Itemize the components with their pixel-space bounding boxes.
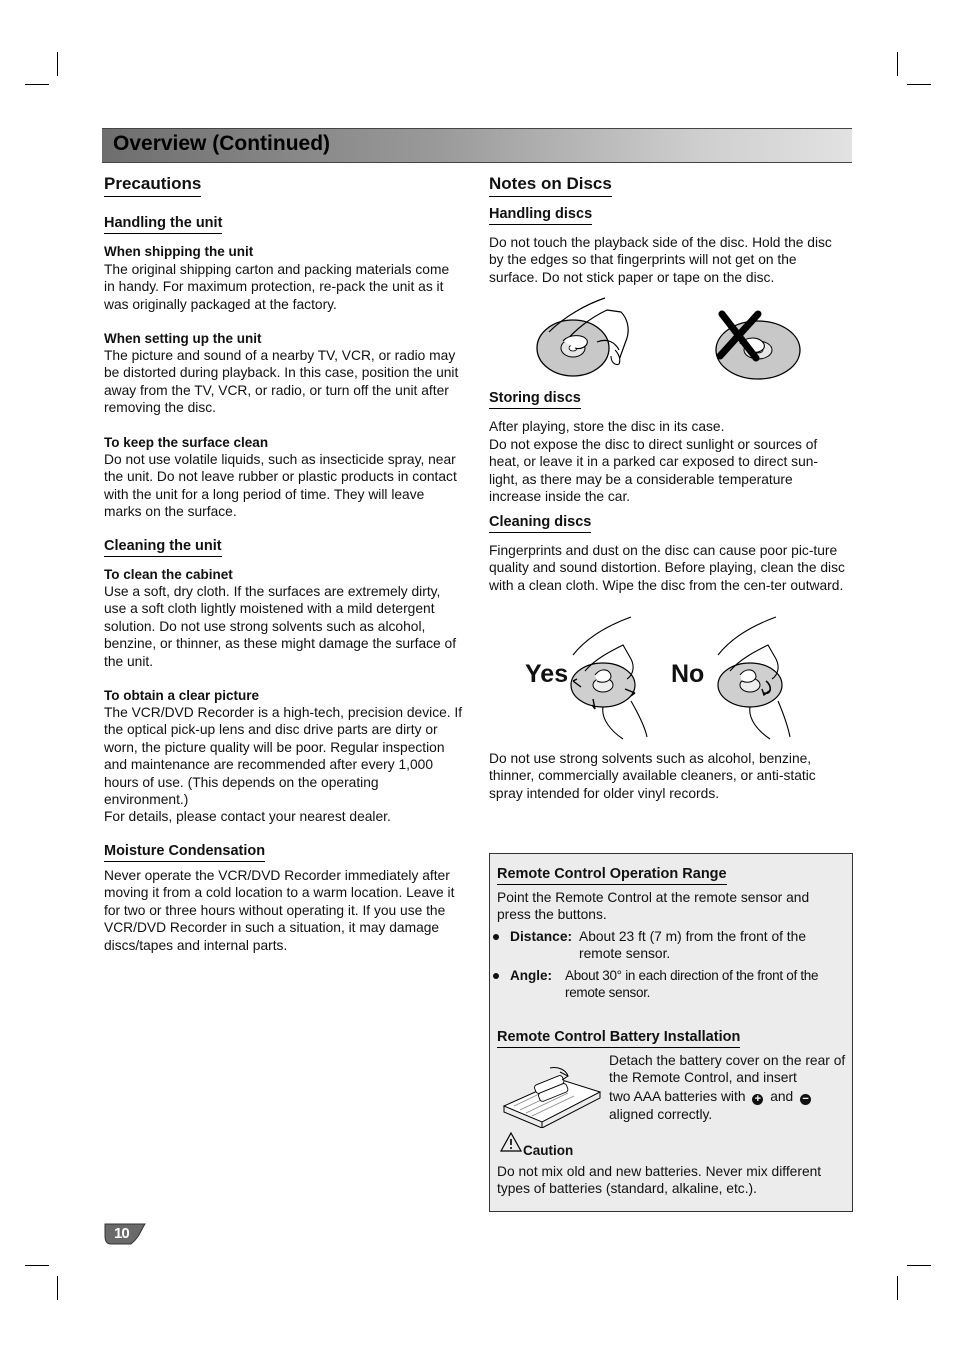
- distance-text: About 23 ft (7 m) from the front of the remote sensor.: [579, 929, 806, 961]
- yes-label: Yes: [525, 660, 569, 688]
- disc-wipe-correct-illustration: [565, 615, 655, 740]
- battery-heading: Remote Control Battery Installation: [497, 1029, 740, 1048]
- cleaning-discs-text: Fingerprints and dust on the disc can cause poor pic-ture quality and sound distortion. Before playing, clean the disc with a clean cloth. Wipe the disc from the cen-ter outward.: [489, 543, 845, 593]
- cabinet-text: Use a soft, dry cloth. If the surfaces are extremely dirty, use a soft cloth lightly moistened with a mild detergent solution. Do not use strong solvents such as alcohol, benzine, or thinner, as these might damage the surface of the unit.: [104, 584, 457, 669]
- range-heading: Remote Control Operation Range: [497, 866, 727, 885]
- battery-text2: [609, 1088, 847, 1105]
- storing-discs-heading: Storing discs: [489, 390, 581, 409]
- plus-icon: +: [752, 1094, 763, 1105]
- handling-discs-text: Do not touch the playback side of the disc. Hold the disc by the edges so that fingerprints will not get on the surface. Do not stick paper or tape on the disc.: [489, 235, 832, 285]
- distance-label: Distance:: [510, 929, 573, 944]
- picture-text: The VCR/DVD Recorder is a high-tech, precision device. If the optical pick-up lens and disc drive parts are dirty or worn, the picture quality will be poor. Regular inspection and maintenance are recommended after every 1,000 hours of use. (This depends on the operating environment.): [104, 705, 463, 808]
- page-title: Overview (Continued): [113, 132, 331, 155]
- crop-mark: [25, 1265, 49, 1266]
- cabinet-subheading: To clean the cabinet: [104, 567, 233, 582]
- setting-text: The picture and sound of a nearby TV, VCR, or radio may be distorted during playback. In this case, position the unit away from the TV, VCR, or radio, or turn off the unit after removing the disc.: [104, 348, 459, 416]
- storing-discs-text2: Do not expose the disc to direct sunlight or sources of heat, or leave it in a parked car exposed to direct sun-light, as there may be a considerable temperature increase inside the car.: [489, 437, 819, 505]
- bullet-icon: [493, 934, 499, 940]
- angle-label: Angle:: [510, 968, 552, 983]
- solvent-warning-text: Do not use strong solvents such as alcohol, benzine, thinner, commercially available cleaners, or anti-static spray intended for older vinyl records.: [489, 751, 816, 801]
- handling-unit-heading: Handling the unit: [104, 215, 222, 234]
- no-label: No: [671, 660, 705, 688]
- minus-icon: −: [800, 1094, 811, 1105]
- surface-subheading: To keep the surface clean: [104, 435, 269, 450]
- dealer-text: For details, please contact your nearest dealer.: [104, 809, 391, 824]
- crop-mark: [897, 52, 898, 76]
- section-banner: [102, 128, 852, 163]
- bullet-icon: [493, 973, 499, 979]
- battery-text1: Detach the battery cover on the rear of the Remote Control, and insert: [609, 1053, 846, 1086]
- battery-text2a: two AAA batteries with: [609, 1089, 746, 1104]
- picture-subheading: To obtain a clear picture: [104, 688, 260, 703]
- warning-triangle-icon: [500, 1132, 522, 1152]
- remote-battery-illustration: [500, 1062, 604, 1128]
- disc-hold-correct-illustration: [535, 294, 640, 382]
- crop-mark: [25, 84, 49, 85]
- shipping-text: The original shipping carton and packing materials come in handy. For maximum protection, re-pack the unit as it was originally packaged at the factory.: [104, 262, 450, 312]
- moisture-heading: Moisture Condensation: [104, 843, 265, 862]
- battery-text2b: and: [770, 1089, 794, 1104]
- moisture-text: Never operate the VCR/DVD Recorder immediately after moving it from a cold location to a warm location. Leave it for two or three hours without operating it. If you use the VCR/DVD Recorder in such a situation, it may damage discs/tapes and internal parts.: [104, 868, 455, 953]
- angle-text: About 30° in each direction of the front of the remote sensor.: [565, 968, 819, 1000]
- crop-mark: [907, 1265, 931, 1266]
- crop-mark: [897, 1276, 898, 1300]
- precautions-heading: Precautions: [104, 174, 201, 197]
- crop-mark: [57, 52, 58, 76]
- handling-discs-heading: Handling discs: [489, 206, 592, 225]
- shipping-subheading: When shipping the unit: [104, 244, 254, 259]
- cleaning-unit-heading: Cleaning the unit: [104, 538, 222, 557]
- cleaning-discs-heading: Cleaning discs: [489, 514, 591, 533]
- caution-text: Do not mix old and new batteries. Never mix different types of batteries (standard, alkaline, etc.).: [497, 1164, 822, 1197]
- crop-mark: [907, 84, 931, 85]
- battery-text3: aligned correctly.: [609, 1107, 713, 1122]
- remote-control-info-box: [489, 853, 853, 1212]
- surface-text: Do not use volatile liquids, such as insecticide spray, near the unit. Do not leave rubber or plastic products in contact with the unit for a long period of time. They will leave marks on the surface.: [104, 452, 457, 520]
- caution-label: Caution: [523, 1143, 574, 1158]
- storing-discs-text1: After playing, store the disc in its case.: [489, 419, 725, 434]
- page-number: 10: [114, 1225, 129, 1242]
- disc-wipe-wrong-illustration: [706, 615, 796, 740]
- disc-hold-wrong-illustration: [712, 310, 804, 382]
- crop-mark: [57, 1276, 58, 1300]
- notes-on-discs-heading: Notes on Discs: [489, 174, 612, 197]
- range-text: Point the Remote Control at the remote sensor and press the buttons.: [497, 890, 810, 923]
- setting-subheading: When setting up the unit: [104, 331, 262, 346]
